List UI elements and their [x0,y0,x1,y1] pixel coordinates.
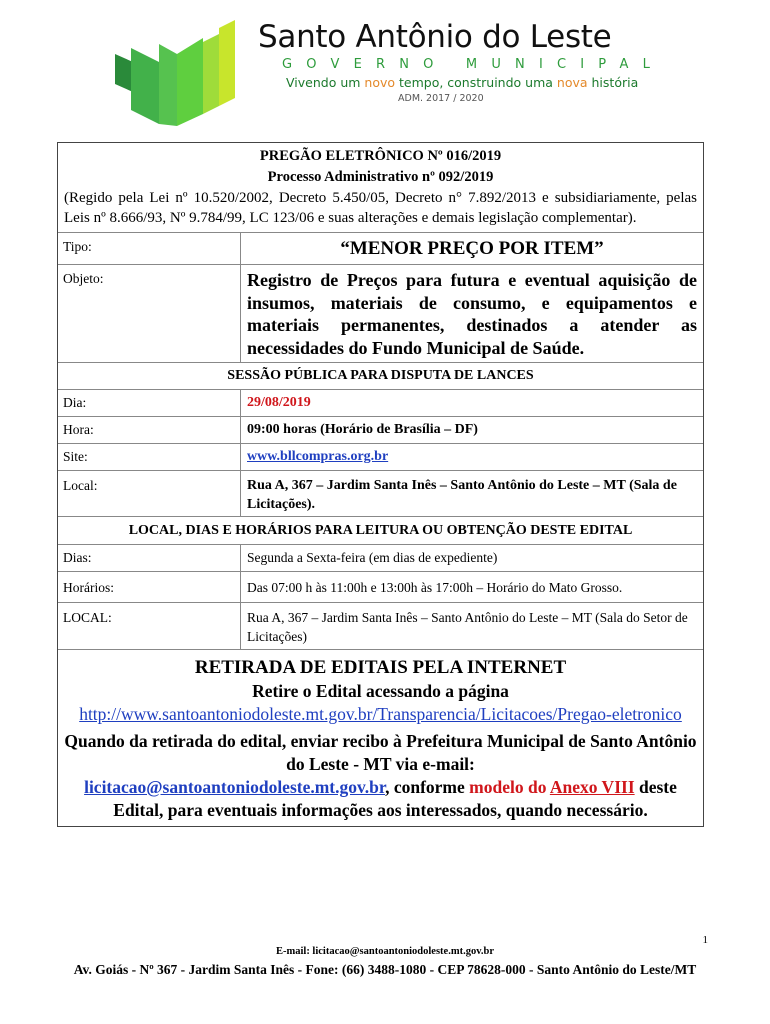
dia-label: Dia: [58,390,241,416]
hora-row [58,417,703,444]
horarios-value: Das 07:00 h às 11:00h e 13:00h às 17:00h – Horário do Mato Grosso. [247,580,623,595]
sessao-title: SESSÃO PÚBLICA PARA DISPUTA DE LANCES [227,368,534,383]
objeto-row [58,265,703,363]
hora-label: Hora: [58,417,241,443]
processo-title: Processo Administrativo nº 092/2019 [267,169,494,185]
tipo-label: Tipo: [58,233,241,264]
edital-url-link[interactable]: http://www.santoantoniodoleste.mt.gov.br/Transparencia/Licitacoes/Pregao-eletronico [79,704,682,724]
leitura-title: LOCAL, DIAS E HORÁRIOS PARA LEITURA OU OBTENÇÃO DESTE EDITAL [128,523,633,538]
dia-value: 29/08/2019 [247,395,311,410]
objeto-value: Registro de Preços para futura e eventual aquisição de insumos, materiais de consumo, e equipamentos e materiais permanentes, destinados a atender as necessidades do Fundo Municipal de Saúde. [247,270,697,358]
local-label: Local: [58,471,241,516]
leitura-row [58,517,703,545]
legal-basis: (Regido pela Lei nº 10.520/2002, Decreto 5.450/05, Decreto n° 7.892/2013 e subsidiariamente, pelas Leis nº 8.666/93, Nº 9.784/99, LC 123/06 e suas alterações e demais legislação complementar). [64,190,697,226]
horarios-row [58,572,703,603]
dias-value: Segunda a Sexta-feira (em dias de expediente) [247,550,498,565]
local2-row [58,603,703,650]
footer-address: Av. Goiás - Nº 367 - Jardim Santa Inês - Fone: (66) 3488-1080 - CEP 78628-000 - Santo Antônio do Leste/MT [73,962,697,977]
site-label: Site: [58,444,241,470]
instrucoes-text: Quando da retirada do edital, enviar recibo à Prefeitura Municipal de Santo Antônio do Leste - MT via e-mail: [64,731,697,774]
pregao-title: PREGÃO ELETRÔNICO Nº 016/2019 [259,148,502,164]
municipality-name: Santo Antônio do Leste [258,19,612,55]
horarios-label: Horários: [58,572,241,602]
title-row [58,143,703,233]
tipo-row [58,233,703,265]
site-link[interactable]: www.bllcompras.org.br [247,449,389,464]
municipal-logo [103,14,253,134]
administration-period: ADM. 2017 / 2020 [398,93,484,104]
retirada-title: RETIRADA DE EDITAIS PELA INTERNET [194,657,567,678]
slogan: Vivendo um novo tempo, construindo uma nova história [286,75,639,90]
edital-summary-table [57,142,704,827]
footer-email: E-mail: licitacao@santoantoniodoleste.mt.gov.br [275,946,494,957]
dia-row [58,390,703,417]
dias-row [58,545,703,572]
sessao-row [58,363,703,390]
objeto-label: Objeto: [58,265,241,362]
local-value: Rua A, 367 – Jardim Santa Inês – Santo Antônio do Leste – MT (Sala de Licitações). [247,478,677,512]
hora-value: 09:00 horas (Horário de Brasília – DF) [247,422,478,437]
page-number: 1 [702,934,708,946]
tipo-value: “MENOR PREÇO POR ITEM” [340,238,604,259]
dias-label: Dias: [58,545,241,571]
government-subtitle: GOVERNO MUNICIPAL [282,57,665,72]
local2-label: LOCAL: [58,603,241,649]
email-link[interactable]: licitacao@santoantoniodoleste.mt.gov.br [84,777,386,797]
local2-value: Rua A, 367 – Jardim Santa Inês – Santo Antônio do Leste – MT (Sala do Setor de Licitações) [247,610,688,644]
email-instructions: licitacao@santoantoniodoleste.mt.gov.br, conforme modelo do Anexo VIII deste Edital, para eventuais informações aos interessados, quando necessário. [84,777,677,820]
site-row [58,444,703,471]
brand-block [258,18,678,106]
retirada-row [58,650,703,826]
local-row [58,471,703,517]
retire-text: Retire o Edital acessando a página [252,681,509,701]
anexo-link[interactable]: Anexo VIII [549,777,635,797]
